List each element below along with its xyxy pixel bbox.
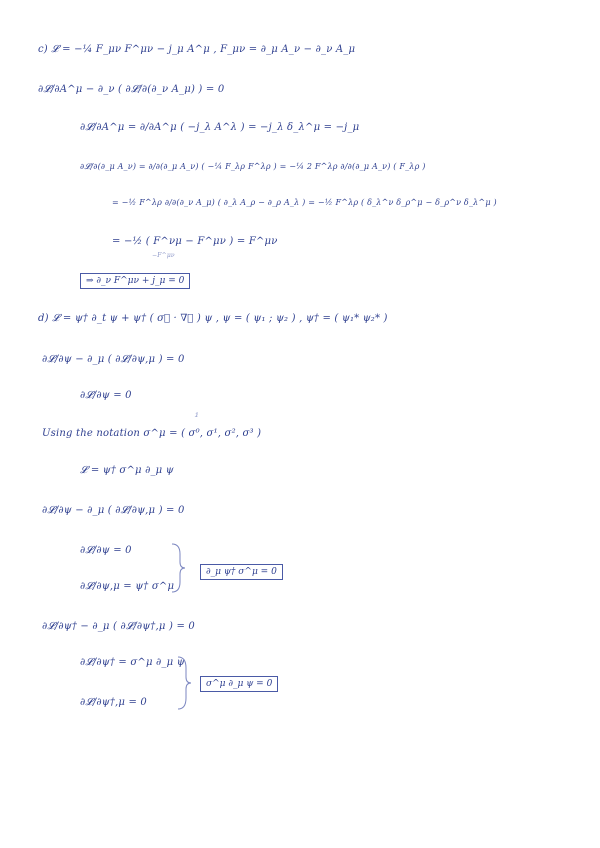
right-brace-2	[176, 655, 192, 711]
part-c-derivative-dA-step3: = −½ ( F^νμ − F^μν ) = F^μν	[112, 236, 278, 247]
part-c-lagrangian: c) 𝓛 = −¼ F_μν F^μν − j_μ A^μ , F_μν = ∂_μ A_ν − ∂_ν A_μ	[38, 44, 356, 55]
part-d-notation: Using the notation σ^μ = ( σ⁰, σ¹, σ², σ³ )	[42, 428, 262, 439]
part-d-el-psi-b: ∂𝓛/∂ψ,μ = ψ† σ^μ	[80, 581, 175, 592]
part-c-derivative-dA: ∂𝓛/∂(∂_μ A_ν) = ∂/∂(∂_μ A_ν) ( −¼ F_λρ F^λρ ) = −¼ 2 F^λρ ∂/∂(∂_μ A_ν) ( F_λρ )	[80, 162, 426, 171]
part-d-result-1-box: ∂_μ ψ† σ^μ = 0	[200, 564, 283, 580]
part-d-el-psidag: ∂𝓛/∂ψ† − ∂_μ ( ∂𝓛/∂ψ†,μ ) = 0	[42, 621, 195, 632]
part-d-el-psidag-b: ∂𝓛/∂ψ†,μ = 0	[80, 697, 147, 708]
part-c-derivative-dA-step2: = −½ F^λρ ∂/∂(∂_ν A_μ) ( ∂_λ A_ρ − ∂_ρ A_λ ) = −½ F^λρ ( δ_λ^ν δ_ρ^μ − δ_ρ^ν δ_λ^μ )	[112, 198, 497, 207]
identity-note: 𝟙	[194, 412, 199, 419]
part-d-euler-lagrange: ∂𝓛/∂ψ − ∂_μ ( ∂𝓛/∂ψ,μ ) = 0	[42, 354, 185, 365]
part-d-lagrangian-compact: 𝓛 = ψ† σ^μ ∂_μ ψ	[80, 465, 174, 476]
part-d-derivative-psi: ∂𝓛/∂ψ = 0	[80, 390, 132, 401]
part-d-result-2-box: σ^μ ∂_μ ψ = 0	[200, 676, 278, 692]
part-c-euler-lagrange: ∂𝓛/∂A^μ − ∂_ν ( ∂𝓛/∂(∂_ν A_μ) ) = 0	[38, 84, 225, 95]
part-d-el-psidag-a: ∂𝓛/∂ψ† = σ^μ ∂_μ ψ	[80, 657, 185, 668]
part-d-el-psi: ∂𝓛/∂ψ − ∂_μ ( ∂𝓛/∂ψ,μ ) = 0	[42, 505, 185, 516]
part-c-derivative-A: ∂𝓛/∂A^μ = ∂/∂A^μ ( −j_λ A^λ ) = −j_λ δ_λ^μ = −j_μ	[80, 122, 360, 133]
part-d-lagrangian: d) 𝓛 = ψ† ∂_t ψ + ψ† ( σ⃗ · ∇⃗ ) ψ , ψ = ( ψ₁ ; ψ₂ ) , ψ† = ( ψ₁* ψ₂* )	[38, 313, 388, 324]
part-c-minus-F-note: −F^μν	[152, 252, 175, 259]
part-d-el-psi-a: ∂𝓛/∂ψ = 0	[80, 545, 132, 556]
right-brace-1	[170, 542, 186, 594]
part-c-result-box: ⇒ ∂_ν F^μν + j_μ = 0	[80, 273, 190, 289]
